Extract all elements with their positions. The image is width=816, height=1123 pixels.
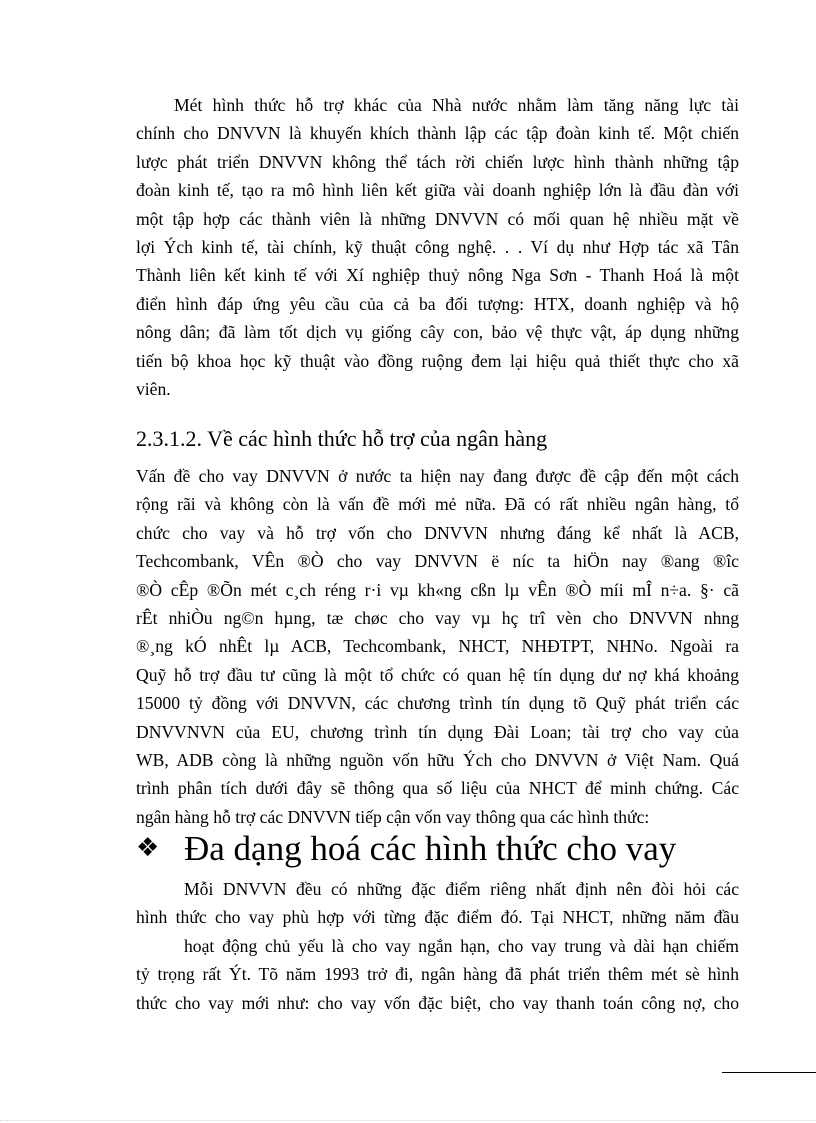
section-subheading: 2.3.1.2. Về các hình thức hỗ trợ của ngân hàng [136, 426, 548, 451]
paragraph-loan-forms [136, 875, 739, 1017]
text-line: hình thức cho vay phù hợp với từng đặc điểm đó. Tại NHCT, những năm đầu [136, 907, 739, 928]
text-line: Mét hình thức hỗ trợ khác của Nhà nước nhằm làm tăng năng lực tài [174, 95, 739, 115]
text-line: tiến bộ khoa học kỹ thuật vào đồng ruộng đem lại hiệu quả thiết thực cho xã [136, 350, 739, 371]
text-line: đoàn kinh tế, tạo ra mô hình liên kết giữa vài doanh nghiệp lớn là đầu đàn với [136, 180, 739, 201]
text-line: Vấn đề cho vay DNVVN ở nước ta hiện nay đang được đề cập đến một cách [136, 466, 739, 486]
paragraph-bank-support [136, 462, 739, 831]
text-line: WB, ADB còng là những nguồn vốn hữu Ých cho DNVVN ở Việt Nam. Quá [136, 750, 739, 771]
paragraph-state-support [136, 91, 739, 403]
text-line: Quỹ hỗ trợ đầu tư cũng là một tổ chức có quan hệ tín dụng dư nợ khá khoảng [136, 664, 739, 685]
text-line: chính cho DNVVN là khuyến khích thành lập các tập đoàn kinh tế. Một chiến [136, 123, 739, 144]
text-line: Thành liên kết kinh tế với Xí nghiệp thuỷ nông Nga Sơn - Thanh Hoá là một [136, 265, 739, 286]
text-line: lược phát triển DNVVN không thể tách rời chiến lược hình thành những tập [136, 151, 739, 172]
text-line: ngân hàng hỗ trợ các DNVVN tiếp cận vốn vay thông qua các hình thức: [136, 806, 650, 827]
text-line: rÊt nhiÒu ng©n hµng, tæ chøc cho vay vµ hç trî vèn cho DNVVN nhng [136, 608, 739, 629]
diamond-bullet-icon: ❖ [136, 833, 160, 863]
text-line: rộng rãi và không còn là vấn đề mới mẻ nữa. Đã có rất nhiều ngân hàng, tổ [136, 494, 739, 515]
text-line: nông dân; đã làm tốt dịch vụ giống cây con, bảo vệ thực vật, áp dụng những [136, 322, 739, 343]
text-line: trình phân tích dưới đây sẽ thông qua số liệu của NHCT để minh chứng. Các [136, 778, 739, 799]
text-line: Techcombank, VÊn ®Ò cho vay DNVVN ë níc ta hiÖn nay ®ang ®îc [136, 551, 739, 572]
text-line: chức cho vay và hỗ trợ vốn cho DNVVN nhưng đáng kể nhất là ACB, [136, 522, 739, 543]
bullet-heading-text: Đa dạng hoá các hình thức cho vay [184, 829, 677, 868]
text-line: 15000 tỷ đồng với DNVVN, các chương trình tín dụng tõ Quỹ phát triển các [136, 693, 739, 714]
text-line: ®Ò cÊp ®Õn mét c¸ch réng r·i vµ kh«ng cßn lµ vÊn ®Ò míi mÎ n÷a. §· cã [136, 579, 739, 600]
text-line: lợi Ých kinh tế, tài chính, kỹ thuật công nghệ. . . Ví dụ như Hợp tác xã Tân [136, 237, 739, 258]
footer-rule [722, 1072, 816, 1073]
text-line: một tập hợp các thành viên là những DNVVN có mối quan hệ nhiều mặt về [136, 208, 739, 229]
text-line: DNVVNVN của EU, chương trình tín dụng Đài Loan; tài trợ cho vay của [136, 721, 739, 742]
text-line: tỷ trọng rất Ýt. Tõ năm 1993 trở đi, ngân hàng đã phát triển thêm mét sè hình [136, 964, 739, 985]
bullet-heading [136, 826, 676, 871]
text-line: điển hình đáp ứng yêu cầu của cả ba đối tượng: HTX, doanh nghiệp và hộ [136, 293, 739, 314]
text-line: Mỗi DNVVN đều có những đặc điểm riêng nhất định nên đòi hỏi các [184, 879, 739, 899]
text-line: viên. [136, 379, 171, 400]
text-line: thức cho vay mới như: cho vay vốn đặc biệt, cho vay thanh toán công nợ, cho [136, 992, 739, 1013]
text-line: ®¸ng kÓ nhÊt lµ ACB, Techcombank, NHCT, NHĐTPT, NHNo. Ngoài ra [136, 636, 739, 657]
text-line: hoạt động chủ yếu là cho vay ngắn hạn, cho vay trung và dài hạn chiếm [184, 935, 739, 956]
page-bottom-edge [0, 1120, 816, 1121]
